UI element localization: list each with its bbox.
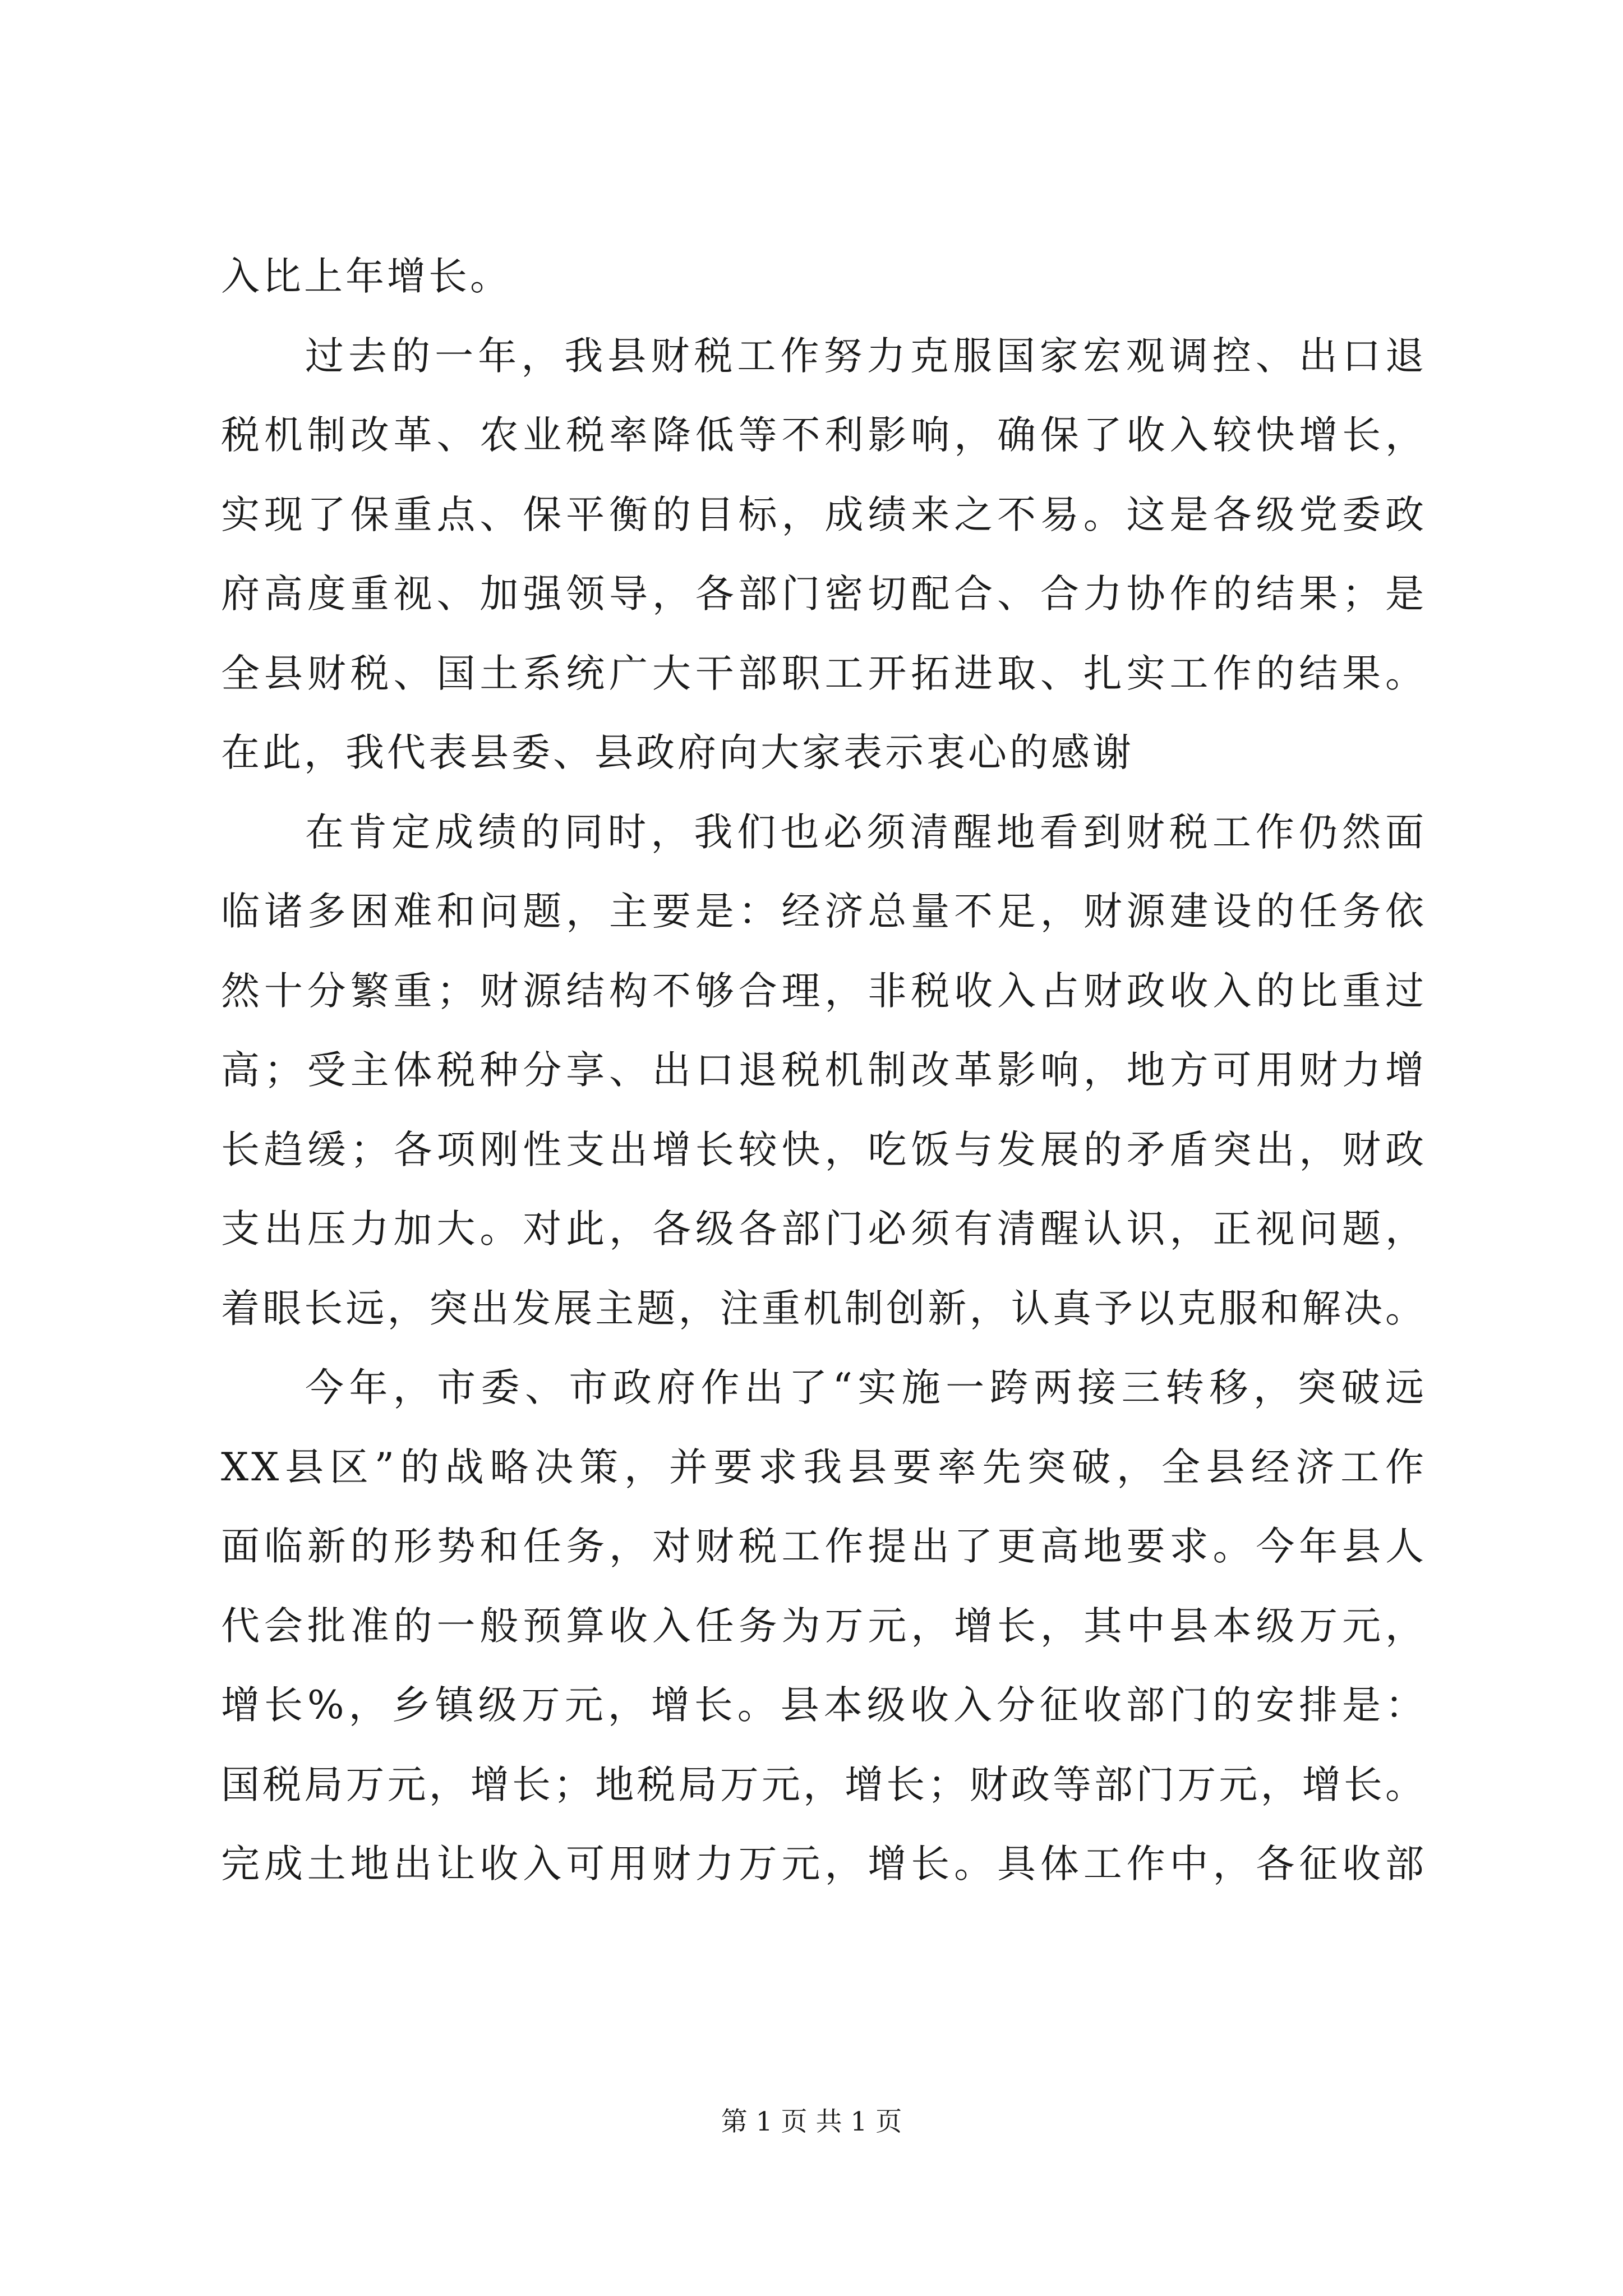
text-line: 全县财税、国土系统广大干部职工开拓进取、扎实工作的结果。 — [221, 651, 1427, 696]
text-line: 面临新的形势和任务，对财税工作提出了更高地要求。今年县人 — [221, 1524, 1427, 1569]
page-number-label: 第 1 页 共 1 页 — [721, 2106, 902, 2137]
text-line: 代会批准的一般预算收入任务为万元，增长，其中县本级万元， — [221, 1603, 1427, 1649]
text-line: 支出压力加大。对此，各级各部门必须有清醒认识，正视问题， — [221, 1207, 1427, 1251]
text-line: XX县区”的战略决策，并要求我县要率先突破，全县经济工作 — [221, 1444, 1427, 1490]
text-line: 高；受主体税种分享、出口退税机制改革影响，地方可用财力增 — [221, 1048, 1427, 1093]
document-body — [221, 237, 1427, 1904]
paragraph-start-line: 今年，市委、市政府作出了“实施一跨两接三转移，突破远 — [305, 1365, 1427, 1410]
text-line: 入比上年增长。 — [221, 254, 511, 299]
text-line: 增长%，乡镇级万元，增长。县本级收入分征收部门的安排是： — [221, 1683, 1427, 1728]
text-line: 实现了保重点、保平衡的目标，成绩来之不易。这是各级党委政 — [221, 492, 1427, 537]
text-line: 长趋缓；各项刚性支出增长较快，吃饭与发展的矛盾突出，财政 — [221, 1127, 1427, 1172]
text-line: 府高度重视、加强领导，各部门密切配合、合力协作的结果；是 — [221, 572, 1427, 616]
text-line: 然十分繁重；财源结构不够合理，非税收入占财政收入的比重过 — [221, 968, 1427, 1014]
paragraph-start-line: 在肯定成绩的同时，我们也必须清醒地看到财税工作仍然面 — [305, 809, 1427, 855]
text-line: 临诸多困难和问题，主要是：经济总量不足，财源建设的任务依 — [221, 889, 1427, 934]
paragraph-start-line: 过去的一年，我县财税工作努力克服国家宏观调控、出口退 — [305, 333, 1427, 379]
text-line: 完成土地出让收入可用财力万元，增长。具体工作中，各征收部 — [221, 1842, 1427, 1887]
text-line: 着眼长远，突出发展主题，注重机制创新，认真予以克服和解决。 — [221, 1286, 1427, 1331]
text-line: 国税局万元，增长；地税局万元，增长；财政等部门万元，增长。 — [221, 1762, 1427, 1807]
text-line: 税机制改革、农业税率降低等不利影响，确保了收入较快增长， — [221, 413, 1427, 458]
page-footer — [0, 2101, 1623, 2138]
text-line: 在此，我代表县委、县政府向大家表示衷心的感谢 — [221, 730, 1134, 775]
